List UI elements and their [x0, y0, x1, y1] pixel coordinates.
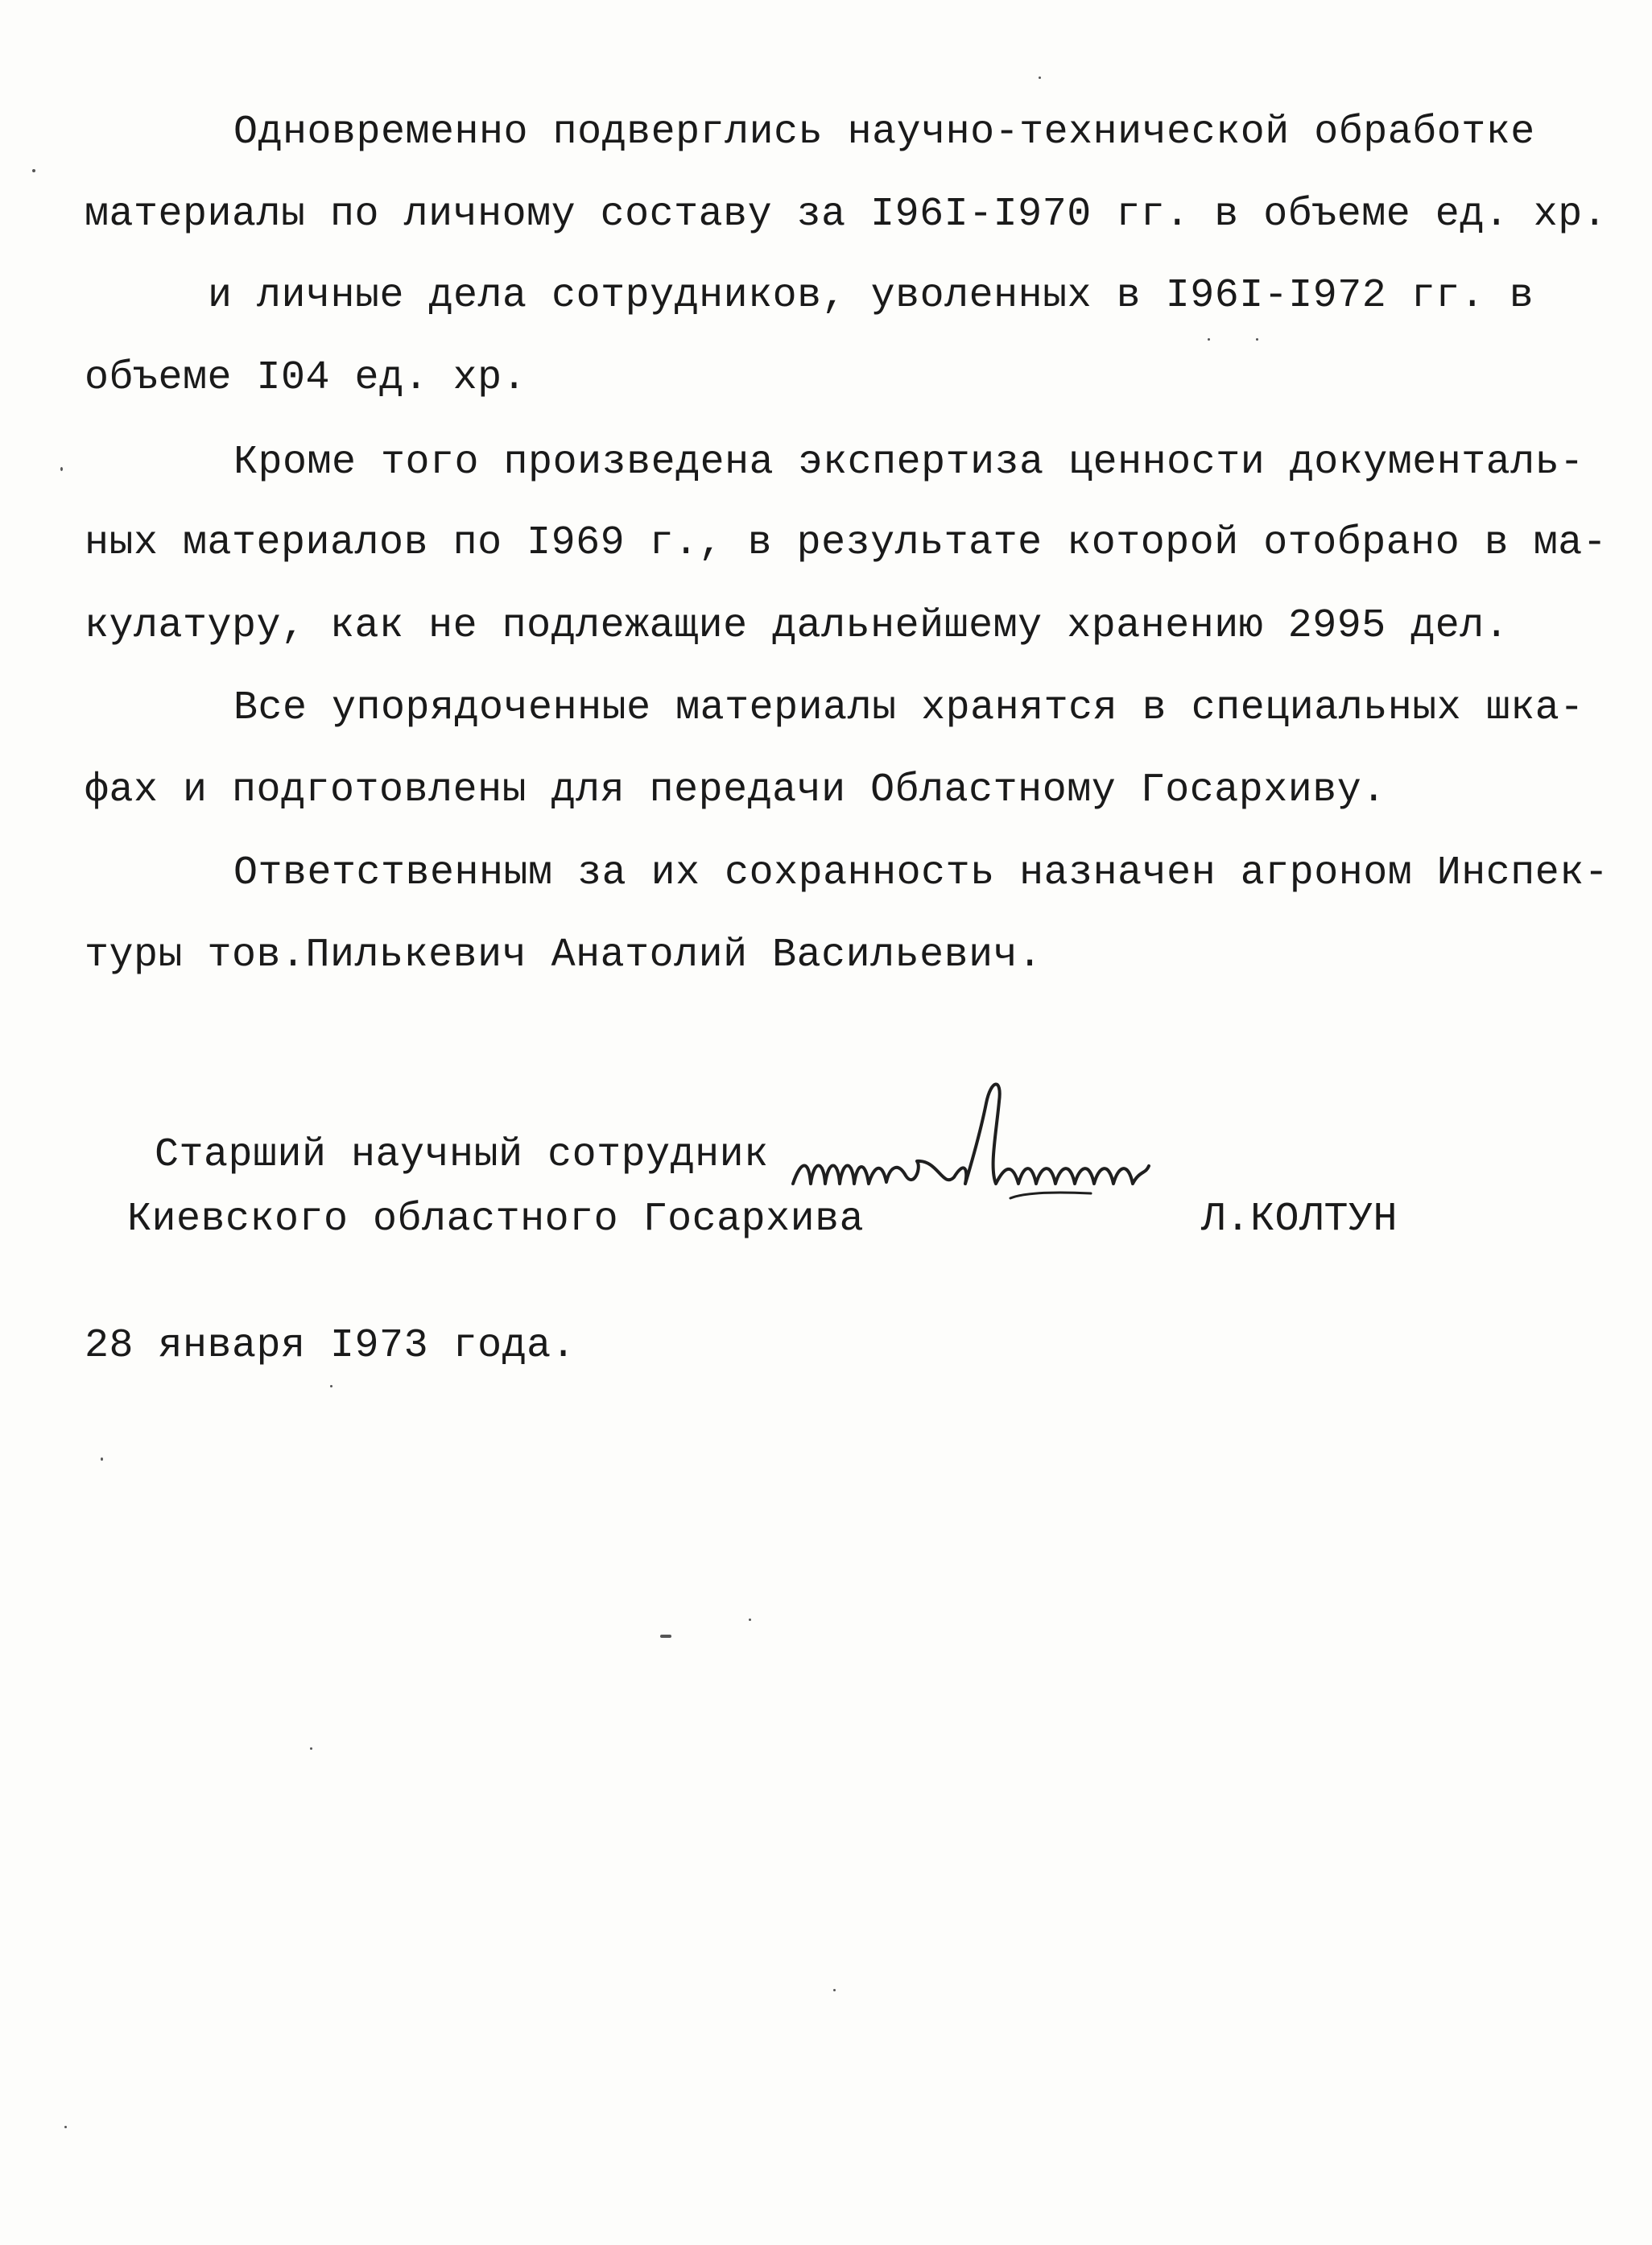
scan-speck	[1208, 338, 1210, 341]
paragraph-2-line-1: Кроме того произведена экспертиза ценности документаль-	[233, 440, 1584, 486]
scan-speck	[60, 467, 63, 471]
paragraph-2-line-3: кулатуру, как не подлежащие дальнейшему хранению 2995 дел.	[85, 603, 1510, 649]
signer-name: Л.КОЛТУН	[1201, 1197, 1398, 1242]
paragraph-1-line-3: и личные дела сотрудников, уволенных в I96I-I972 гг. в	[208, 273, 1534, 319]
scan-speck	[32, 169, 35, 172]
scan-speck	[660, 1635, 671, 1638]
paragraph-4-line-2: туры тов.Пилькевич Анатолий Васильевич.	[85, 932, 1043, 978]
paragraph-1-line-1: Одновременно подверглись научно-технической обработке	[233, 110, 1535, 155]
scan-speck	[64, 2126, 67, 2128]
scan-speck	[749, 1619, 751, 1621]
paragraph-2-line-2: ных материалов по I969 г., в результате которой отобрано в ма-	[85, 520, 1608, 566]
paragraph-3-line-2: фах и подготовлены для передачи Областному Госархиву.	[85, 767, 1386, 813]
paragraph-1-line-4: объеме I04 ед. хр.	[85, 355, 527, 401]
signature-position-line-2: Киевского областного Госархива	[127, 1197, 865, 1242]
paragraph-4-line-1: Ответственным за их сохранность назначен агроном Инспек-	[233, 850, 1609, 896]
paragraph-1-line-2: материалы по личному составу за I96I-I970 гг. в объеме ед. хр.	[85, 192, 1608, 238]
scan-speck	[330, 1385, 332, 1387]
scan-speck	[1039, 76, 1041, 79]
scan-speck	[833, 1989, 836, 1991]
signature-position-line-1: Старший научный сотрудник	[155, 1132, 769, 1178]
scan-speck	[310, 1747, 312, 1750]
scan-speck	[1256, 338, 1258, 341]
handwritten-signature	[785, 1071, 1365, 1232]
scan-speck	[101, 1457, 103, 1461]
document-date: 28 января I973 года.	[85, 1323, 576, 1369]
paragraph-3-line-1: Все упорядоченные материалы хранятся в специальных шка-	[233, 685, 1584, 731]
